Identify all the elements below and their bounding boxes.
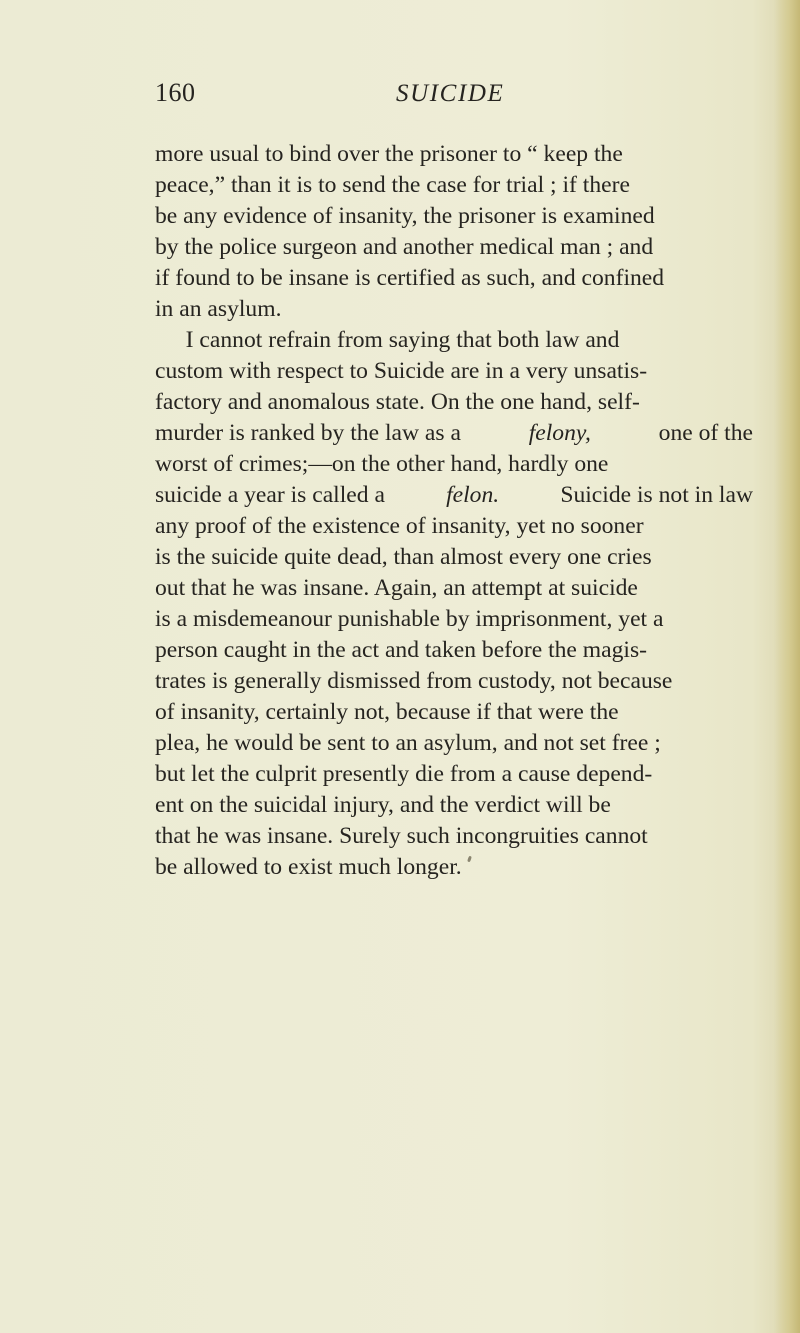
text-line: trates is generally dismissed from custody, not because <box>155 668 673 694</box>
text-line: is the suicide quite dead, than almost every one cries <box>155 544 652 570</box>
text-line: custom with respect to Suicide are in a very unsatis- <box>155 358 648 384</box>
text-line: peace,” than it is to send the case for trial ; if there <box>155 172 630 198</box>
text-line: ent on the suicidal injury, and the verdict will be <box>155 792 611 818</box>
text-line: if found to be insane is certified as such, and confined <box>155 265 665 291</box>
page-number: 160 <box>155 78 196 107</box>
text-line: any proof of the existence of insanity, yet no sooner <box>155 513 644 539</box>
text-line: be allowed to exist much longer. <box>155 854 462 880</box>
text-line: by the police surgeon and another medical man ; and <box>155 234 654 260</box>
text-line: I cannot refrain from saying that both law and <box>185 327 620 353</box>
text-line: be any evidence of insanity, the prisoner is examined <box>155 203 655 229</box>
text-line: worst of crimes;—on the other hand, hardly one <box>155 451 609 477</box>
text-line: more usual to bind over the prisoner to “ keep the <box>155 141 623 167</box>
text-line: suicide a year is called a felon. Suicide is not in law <box>155 482 753 508</box>
running-head: SUICIDE <box>396 80 505 107</box>
text-line: of insanity, certainly not, because if that were the <box>155 699 619 725</box>
text-line: but let the culprit presently die from a cause depend- <box>155 761 653 787</box>
text-line: murder is ranked by the law as a felony, one of the <box>155 420 753 446</box>
text-line: plea, he would be sent to an asylum, and not set free ; <box>155 730 661 756</box>
text-line: person caught in the act and taken before the magis- <box>155 637 648 663</box>
page-edge-shadow <box>774 0 800 1333</box>
text-line: is a misdemeanour punishable by imprisonment, yet a <box>155 606 664 632</box>
body-text <box>155 139 753 883</box>
text-line: that he was insane. Surely such incongruities cannot <box>155 823 648 849</box>
text-line: factory and anomalous state. On the one hand, self- <box>155 389 640 415</box>
text-line: in an asylum. <box>155 296 282 322</box>
text-line: out that he was insane. Again, an attempt at suicide <box>155 575 638 601</box>
